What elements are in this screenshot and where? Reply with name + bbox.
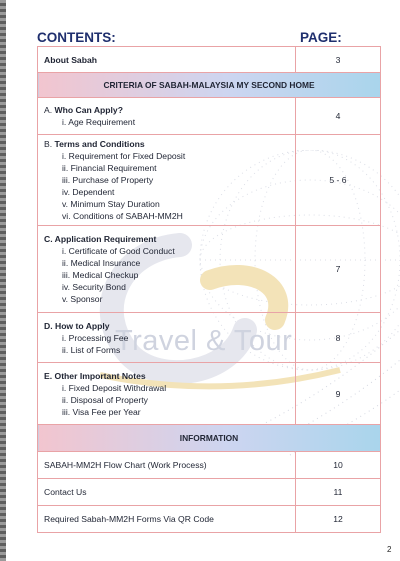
sub-item: ii. Disposal of Property bbox=[62, 394, 148, 405]
section-title: E. Other Important Notes bbox=[44, 370, 146, 381]
toc-section bbox=[38, 135, 296, 226]
toc-section bbox=[38, 363, 296, 425]
toc-label: Contact Us bbox=[38, 479, 296, 506]
toc-row-terms[interactable] bbox=[38, 135, 381, 226]
page-edge bbox=[0, 0, 6, 561]
section-title-text: Who Can Apply? bbox=[54, 105, 123, 115]
toc-row-flow-chart[interactable] bbox=[38, 452, 381, 479]
section-title: C. Application Requirement bbox=[44, 234, 157, 244]
toc-page: 3 bbox=[296, 47, 381, 73]
sub-item: v. Sponsor bbox=[62, 294, 103, 304]
toc-page: 7 bbox=[296, 226, 381, 313]
watermark-text: Travel & Tour bbox=[115, 325, 293, 357]
section-title: D. How to Apply bbox=[44, 320, 110, 331]
toc-section bbox=[38, 313, 296, 363]
section-title bbox=[44, 104, 289, 116]
toc-label: About Sabah bbox=[38, 47, 296, 73]
toc-row-who-can-apply[interactable] bbox=[38, 98, 381, 135]
toc-page: 5 - 6 bbox=[296, 135, 381, 226]
toc-section bbox=[38, 226, 296, 313]
page-number: 2 bbox=[387, 545, 392, 554]
sub-item: iii. Visa Fee per Year bbox=[62, 406, 141, 417]
information-banner bbox=[38, 425, 381, 452]
toc-page: 12 bbox=[296, 506, 381, 533]
sub-item: i. Fixed Deposit Withdrawal bbox=[62, 382, 167, 393]
sub-item: iv. Security Bond bbox=[62, 282, 126, 292]
banner-text: INFORMATION bbox=[38, 425, 381, 452]
criteria-banner bbox=[38, 73, 381, 98]
sub-item: i. Age Requirement bbox=[62, 117, 136, 127]
toc-section bbox=[38, 98, 296, 135]
sub-item: i. Certificate of Good Conduct bbox=[62, 246, 175, 256]
sub-item: iv. Dependent bbox=[62, 187, 115, 197]
sub-item: i. Processing Fee bbox=[62, 332, 129, 343]
toc-label: SABAH-MM2H Flow Chart (Work Process) bbox=[38, 452, 296, 479]
toc-page: 10 bbox=[296, 452, 381, 479]
toc-page: 9 bbox=[296, 363, 381, 425]
toc-row-other-notes[interactable] bbox=[38, 363, 381, 425]
toc-page: 11 bbox=[296, 479, 381, 506]
toc-row-how-to-apply[interactable] bbox=[38, 313, 381, 363]
toc-row-about[interactable] bbox=[38, 47, 381, 73]
toc-label: Required Sabah-MM2H Forms Via QR Code bbox=[38, 506, 296, 533]
section-title-text: Terms and Conditions bbox=[54, 139, 145, 149]
sub-item: ii. List of Forms bbox=[62, 344, 121, 355]
section-title bbox=[44, 138, 289, 150]
sub-item: iii. Purchase of Property bbox=[62, 175, 154, 185]
sub-item: iii. Medical Checkup bbox=[62, 270, 139, 280]
page-heading: PAGE: bbox=[300, 30, 342, 45]
sub-item: ii. Medical Insurance bbox=[62, 258, 141, 268]
toc-row-application[interactable] bbox=[38, 226, 381, 313]
sub-item: i. Requirement for Fixed Deposit bbox=[62, 151, 186, 161]
toc-page: 8 bbox=[296, 313, 381, 363]
sub-item: vi. Conditions of SABAH-MM2H bbox=[62, 211, 183, 221]
sub-item: v. Minimum Stay Duration bbox=[62, 199, 160, 209]
toc-row-forms[interactable] bbox=[38, 506, 381, 533]
section-prefix: B. bbox=[44, 139, 55, 149]
banner-text: CRITERIA OF SABAH-MALAYSIA MY SECOND HOME bbox=[38, 73, 381, 98]
section-prefix: A. bbox=[44, 105, 55, 115]
contents-heading: CONTENTS: bbox=[37, 30, 116, 45]
toc-page: 4 bbox=[296, 98, 381, 135]
sub-item: ii. Financial Requirement bbox=[62, 163, 157, 173]
toc-table bbox=[37, 46, 381, 533]
toc-row-contact[interactable] bbox=[38, 479, 381, 506]
